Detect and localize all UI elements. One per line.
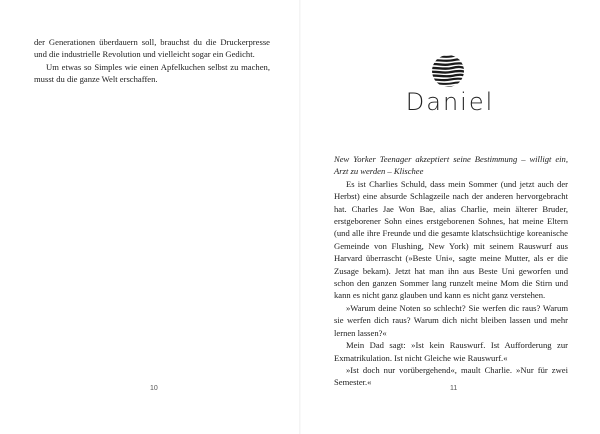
chapter-title: Daniel [405,88,495,116]
right-paragraph-3: Mein Dad sagt: »Ist kein Rauswurf. Ist Aufforderung zur Exmatrikulation. Ist nicht Gleiche wie Rauswurf.« [334,340,568,363]
left-paragraph-1: der Generationen überdauern soll, brauchst du die Druckerpresse und die industrielle Revolution und vielleicht sogar ein Gedicht. [34,37,270,60]
left-paragraph-2: Um etwas so Simples wie einen Apfelkuchen selbst zu machen, musst du die ganze Welt erschaffen. [34,61,270,85]
right-page [300,0,600,434]
right-paragraph-1: Es ist Charlies Schuld, dass mein Sommer (und jetzt auch der Herbst) eine absurde Schlagzeile nach der anderen hervorgebracht hat. Charles Jae Won Bae, alias Charlie, mein älterer Bruder, erstgeborener Sohn eines erstgeborenen Sohnes, hat meine Eltern (und alle ihre Freunde und die gesamte klatschsüchtige koreanische Gemeinde von Flushing, New York) mit seinem Rauswurf aus Harvard überrascht (»Beste Uni«, sagte meine Mutter, als er die Zusage bekam). Jetzt hat man ihn aus Beste Uni geworfen und schon den ganzen Sommer lang runzelt meine Mom die Stirn und kann es nicht ganz glauben und kann es nicht ganz verstehen. [334,178,568,301]
chapter-subtitle: New Yorker Teenager akzeptiert seine Bestimmung – willigt ein, Arzt zu werden – Klischee [334,154,568,177]
fingerprint-swirl-icon [429,52,467,90]
right-paragraph-2: »Warum deine Noten so schlecht? Sie werfen dic raus? Warum sie werfen dich raus? Warum dich nicht bleiben lassen und mehr lernen lassen?« [334,302,568,338]
right-page-number: 11 [450,385,458,392]
left-page-number: 10 [150,385,158,392]
right-paragraph-4: »Ist doch nur vorübergehend«, mault Charlie. »Nur für zwei Semester.« [334,364,568,388]
left-page-text [34,36,270,86]
right-page-text [334,153,568,389]
